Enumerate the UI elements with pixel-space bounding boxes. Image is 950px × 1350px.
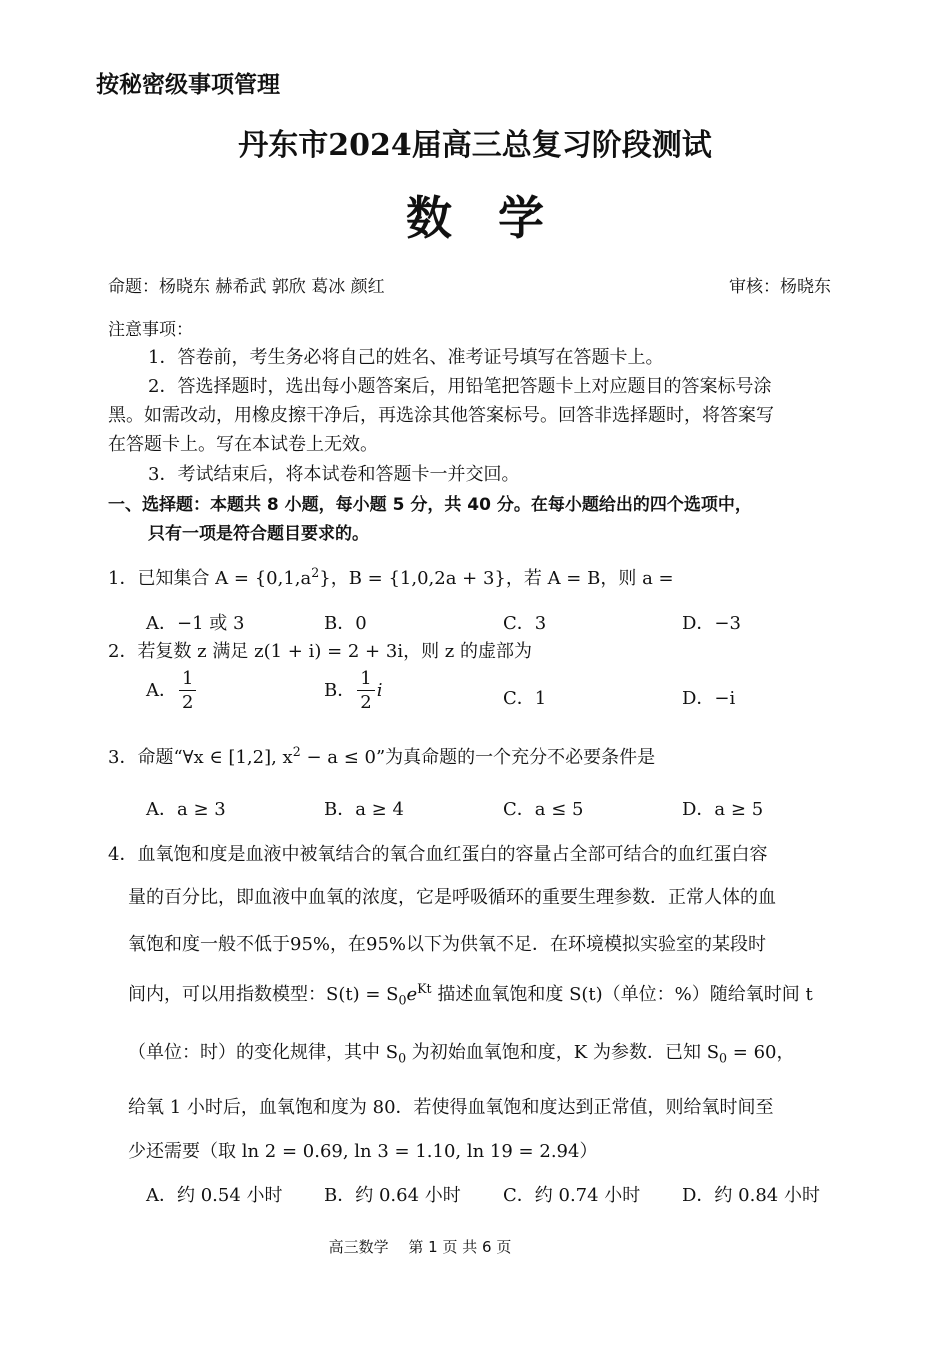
question-1-option-d: D．−3: [682, 613, 741, 634]
question-3-stem-b: − a ≤ 0”为真命题的一个充分不必要条件是: [300, 747, 656, 768]
question-2-option-b-label: B．: [324, 680, 356, 701]
question-4-line-5b: 为初始血氧饱和度，K 为参数．已知 S: [406, 1042, 720, 1063]
question-4-line-6: 给氧 1 小时后，血氧饱和度为 80．若使得血氧饱和度达到正常值，则给氧时间至: [128, 1097, 774, 1118]
notice-item-3: 3．考试结束后，将本试卷和答题卡一并交回。: [148, 464, 520, 485]
question-4-line-4: [128, 980, 813, 1008]
question-1-sup: 2: [311, 565, 320, 580]
question-1-stem-a: 已知集合 A = {0,1,a: [137, 568, 312, 589]
imaginary-unit: i: [376, 680, 383, 701]
question-1-option-b: B．0: [324, 613, 367, 634]
reviewer-line: 审核：杨晓东: [729, 277, 831, 297]
authors-line: 命题：杨晓东 赫希武 郭欣 葛冰 颜红: [108, 277, 385, 297]
question-3-option-c: C．a ≤ 5: [503, 799, 584, 820]
subject-title: 数 学: [406, 191, 544, 245]
question-2-option-d: D．−i: [682, 688, 736, 709]
question-4-line-5: [128, 1038, 794, 1066]
question-4-line-4b: 描述血氧饱和度 S(t)（单位：%）随给氧时间 t: [431, 984, 813, 1005]
fraction-numerator: 1: [179, 670, 196, 691]
question-4-option-d: D．约 0.84 小时: [682, 1185, 820, 1206]
question-3-option-d: D．a ≥ 5: [682, 799, 764, 820]
subscript-zero: 0: [719, 1050, 728, 1066]
fraction-numerator: 1: [357, 670, 374, 691]
section-1-heading-cont: 只有一项是符合题目要求的。: [148, 524, 369, 544]
notice-item-2a: 2．答选择题时，选出每小题答案后，用铅笔把答题卡上对应题目的答案标号涂: [148, 376, 772, 397]
question-4-option-c: C．约 0.74 小时: [503, 1185, 641, 1206]
question-4-line-3: 氧饱和度一般不低于95%，在95%以下为供氧不足．在环境模拟实验室的某段时: [128, 934, 767, 955]
question-2-option-c: C．1: [503, 688, 547, 709]
question-3-stem: [108, 743, 655, 769]
notice-heading: 注意事项：: [108, 320, 193, 340]
question-2-stem: 2．若复数 z 满足 z(1 + i) = 2 + 3i，则 z 的虚部为: [108, 641, 533, 662]
exam-title: 丹东市2024届高三总复习阶段测试: [238, 128, 712, 163]
fraction-denominator: 2: [360, 692, 372, 713]
question-1-option-c: C．3: [503, 613, 547, 634]
notice-item-2b: 黑。如需改动，用橡皮擦干净后，再选涂其他答案标号。回答非选择题时，将答案写: [108, 405, 774, 426]
question-2-option-b: [324, 670, 382, 712]
question-4-line-1: 4．血氧饱和度是血液中被氧结合的氧合血红蛋白的容量占全部可结合的血红蛋白容: [108, 844, 768, 865]
subscript-zero: 0: [398, 1050, 407, 1066]
question-3-option-a: A．a ≥ 3: [146, 799, 226, 820]
notice-item-1: 1．答卷前，考生务必将自己的姓名、准考证号填写在答题卡上。: [148, 347, 664, 368]
exponential-e: e: [406, 984, 418, 1005]
question-1-stem: [108, 564, 674, 590]
subscript-zero: 0: [398, 992, 407, 1008]
question-4-line-7: 少还需要（取 ln 2 = 0.69, ln 3 = 1.10, ln 19 = 2.94）: [128, 1141, 598, 1162]
question-2-option-a-label: A．: [146, 680, 177, 701]
section-1-heading: 一、选择题：本题共 8 小题，每小题 5 分，共 40 分。在每小题给出的四个选项中，: [108, 495, 752, 515]
page-footer: 高三数学 第 1 页 共 6 页: [328, 1238, 512, 1256]
question-3-sup: 2: [292, 744, 301, 759]
question-4-option-a: A．约 0.54 小时: [146, 1185, 283, 1206]
question-4-line-4a: 间内，可以用指数模型：S(t) = S: [128, 984, 399, 1005]
question-1-option-a: A．−1 或 3: [146, 613, 245, 634]
question-4-line-2: 量的百分比，即血液中血氧的浓度，它是呼吸循环的重要生理参数．正常人体的血: [128, 887, 776, 908]
question-3-option-b: B．a ≥ 4: [324, 799, 404, 820]
question-2-option-b-fraction: [357, 670, 374, 712]
question-2-option-a-fraction: [179, 670, 196, 712]
question-1-number: 1．: [108, 568, 138, 589]
exponent-kt: Kt: [417, 981, 432, 996]
question-4-option-b: B．约 0.64 小时: [324, 1185, 461, 1206]
fraction-denominator: 2: [182, 692, 194, 713]
question-3-stem-a: 3．命题“∀x ∈ [1,2], x: [108, 747, 293, 768]
question-1-stem-b: }，B = {1,0,2a + 3}，若 A = B，则 a =: [319, 568, 674, 589]
secret-label: 按秘密级事项管理: [96, 72, 280, 98]
question-4-line-5c: = 60，: [727, 1042, 795, 1063]
question-2-option-a: [146, 670, 198, 712]
question-4-line-5a: （单位：时）的变化规律，其中 S: [128, 1042, 399, 1063]
notice-item-2c: 在答题卡上。写在本试卷上无效。: [108, 434, 378, 455]
